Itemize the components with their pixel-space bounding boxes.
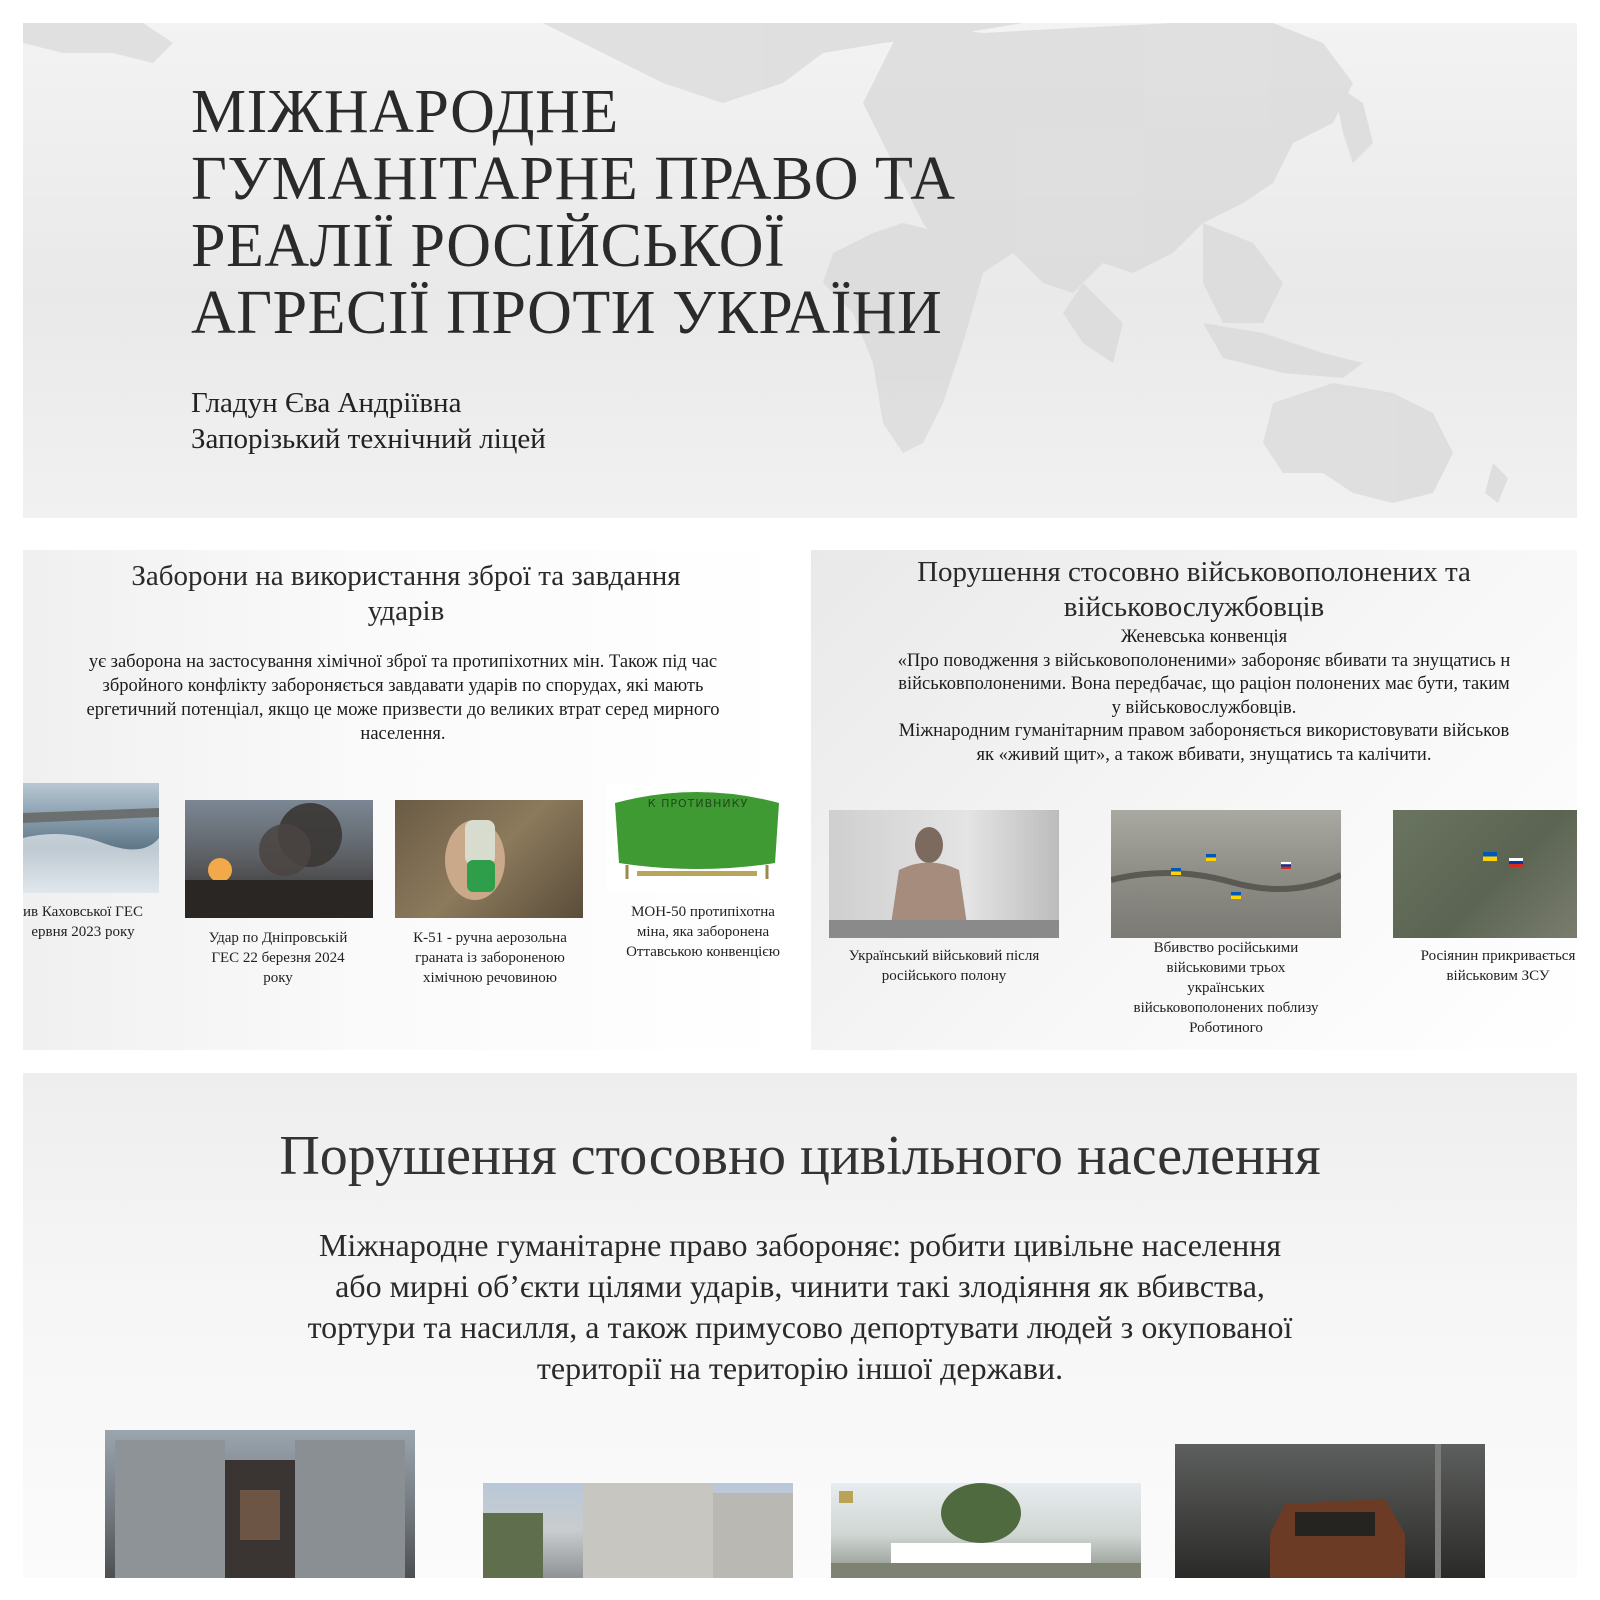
caption-line: ГЕС 22 березня 2024 [211, 950, 345, 966]
caption-line: ив Каховської ГЕС [23, 904, 144, 920]
mine-label: К ПРОТИВНИКУ [647, 797, 749, 810]
photo-destroyed-apartment-block [105, 1430, 415, 1578]
photo-burned-car [1175, 1444, 1485, 1578]
photo-emergency-service-site [831, 1483, 1141, 1578]
photo-mon50-mine [607, 783, 789, 893]
photo-damaged-highrise [483, 1483, 793, 1578]
body-line: території на територію іншої держави. [536, 1350, 1064, 1386]
author-name: Гладун Єва Андріївна [191, 387, 462, 419]
slide-body-text [23, 650, 789, 746]
body-line: військовполоненими. Вона передбачає, що раціон полонених має бути, таким [898, 674, 1510, 694]
body-line: «Про поводження з військовополоненими» забороняє вбивати та знущатись н [897, 650, 1511, 671]
photo-caption [178, 928, 378, 988]
title-line: ГУМАНІТАРНЕ ПРАВО ТА [191, 145, 956, 213]
slide-body-text [811, 626, 1577, 767]
caption-line: Удар по Дніпровській [208, 930, 348, 946]
slide-body-text [23, 1225, 1577, 1389]
caption-line: ервня 2023 року [31, 924, 135, 940]
body-line: населення. [360, 724, 446, 744]
caption-line: військовими трьох [1166, 960, 1286, 976]
caption-line: військовим ЗСУ [1446, 968, 1550, 984]
slide-title [23, 23, 1577, 518]
photo-robotyne-aerial [1111, 810, 1341, 938]
body-line: як «живий щит», а також вбивати, знущатись та калічити. [976, 744, 1432, 765]
caption-line: міна, яка заборонена [636, 924, 770, 940]
heading-line: військовослужбовців [1063, 591, 1325, 623]
body-line: або мирні об’єкти цілями ударів, чинити такі злодіяння як вбивства, [335, 1268, 1265, 1304]
slide-civilian-violations [23, 1073, 1577, 1578]
photo-kakhovka-dam [23, 783, 159, 893]
slide-heading [23, 559, 789, 629]
photo-caption [821, 946, 1067, 986]
body-line: ує заборона на застосування хімічної зброї та протипіхотних мін. Також під час [88, 652, 718, 672]
caption-line: Росіянин прикривається [1420, 948, 1576, 964]
photo-caption [385, 928, 595, 988]
caption-line: Український військовий після [848, 948, 1040, 964]
caption-line: К-51 - ручна аерозольна [413, 930, 567, 946]
caption-line: року [263, 970, 293, 986]
body-line: ергетичний потенціал, якщо це може призвести до великих втрат серед мирного [86, 700, 720, 720]
slide-heading [811, 555, 1577, 625]
photo-caption [1101, 938, 1351, 1038]
body-line: збройного конфлікту забороняється завдавати ударів по спорудах, які мають [102, 676, 704, 696]
body-line: тортури та насилля, а також примусово депортувати людей з окупованої [307, 1309, 1293, 1345]
photo-caption [1393, 946, 1577, 986]
photo-dnipro-hpp-strike [185, 800, 373, 918]
heading-line: Заборони на використання зброї та завдання [131, 560, 681, 592]
caption-line: Оттавською конвенцією [626, 944, 780, 960]
body-line: Женевська конвенція [1120, 627, 1288, 647]
slide-heading: Порушення стосовно цивільного населення [279, 1125, 1321, 1187]
body-line: Міжнародне гуманітарне право забороняє: робити цивільне населення [318, 1227, 1282, 1263]
title-line: МІЖНАРОДНЕ [191, 78, 619, 146]
photo-caption [23, 902, 163, 942]
author-school: Запорізький технічний ліцей [191, 423, 546, 455]
caption-line: граната із забороненою [415, 950, 565, 966]
heading-line: Порушення стосовно військовополонених та [917, 556, 1471, 588]
photo-k51-grenade [395, 800, 583, 918]
title-line: АГРЕСІЇ ПРОТИ УКРАЇНИ [191, 279, 943, 347]
body-line: Міжнародним гуманітарним правом забороняється використовувати військов [898, 721, 1510, 741]
caption-line: Вбивство російськими [1153, 940, 1299, 956]
caption-line: МОН-50 протипіхотна [631, 904, 775, 920]
caption-line: Роботиного [1189, 1020, 1263, 1036]
body-line: у військовослужбовців. [1111, 697, 1297, 718]
presentation-title [191, 79, 1011, 347]
slide-pow-violations [811, 550, 1577, 1050]
photo-released-soldier [829, 810, 1059, 938]
slide-weapons-bans [23, 550, 789, 1050]
heading-line: ударів [367, 595, 445, 627]
photo-human-shield [1393, 810, 1577, 938]
caption-line: російського полону [881, 968, 1007, 984]
caption-line: військовополонених поблизу [1133, 1000, 1319, 1016]
caption-line: хімічною речовиною [422, 970, 558, 986]
photo-caption [603, 902, 789, 962]
caption-line: українських [1187, 980, 1265, 996]
title-line: РЕАЛІЇ РОСІЙСЬКОЇ [191, 212, 786, 280]
author-block [191, 385, 546, 457]
